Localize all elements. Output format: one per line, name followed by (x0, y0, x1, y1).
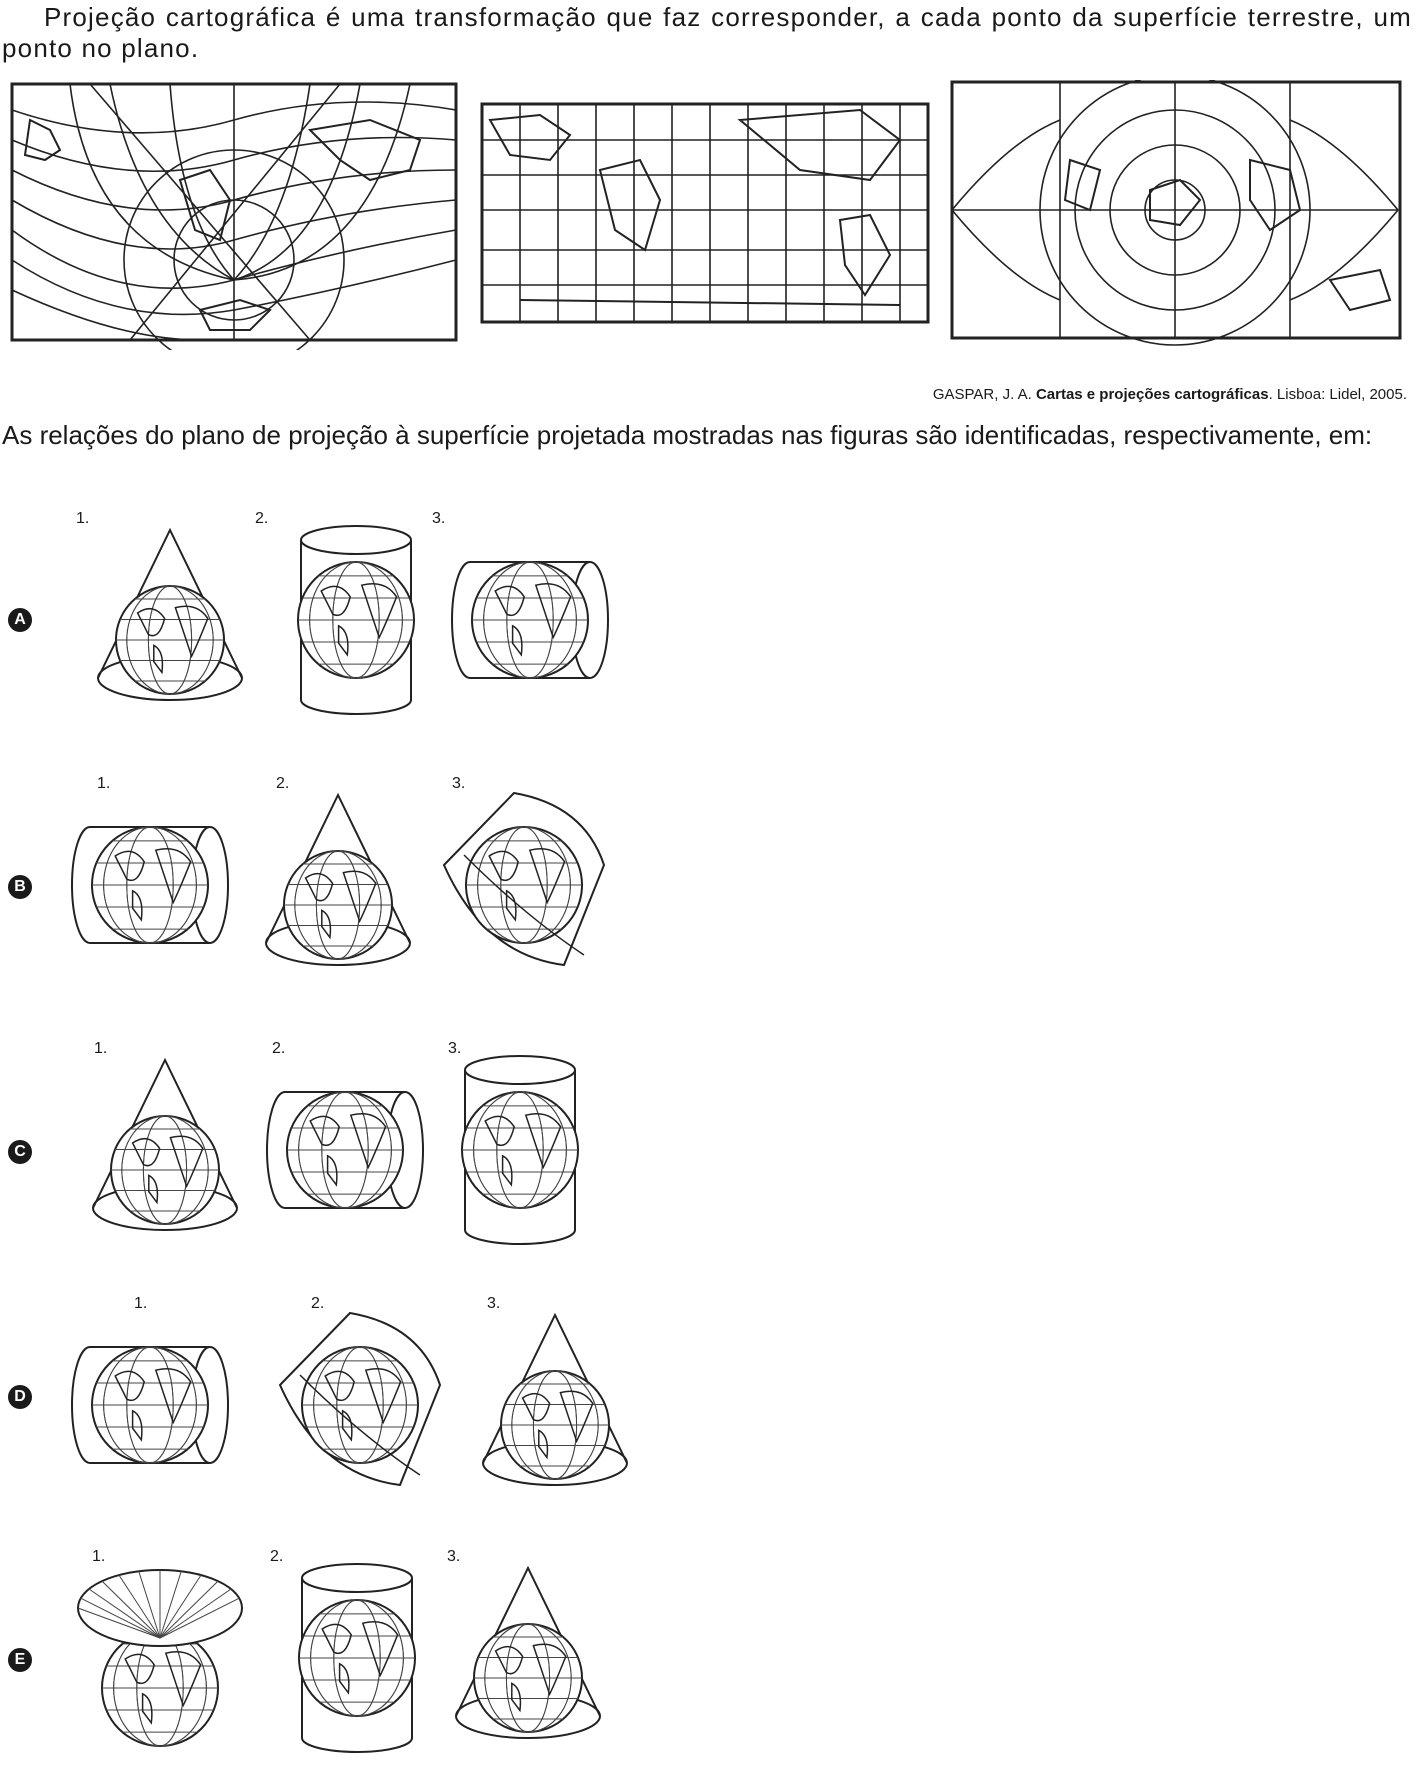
figure-label: 3. (487, 1295, 501, 1312)
cylinder-horizontal-figure (72, 827, 228, 943)
cylinder-horizontal-figure (267, 1092, 423, 1208)
cone-tilted-figure (444, 793, 604, 965)
citation (933, 386, 1407, 403)
figure-label: 3. (452, 775, 466, 792)
intro-text: Projeção cartográfica é uma transformação que faz corresponder, a cada ponto da superfície terrestre, um ponto no plano. (2, 2, 1412, 63)
figure-label: 1. (134, 1295, 148, 1312)
option-letter: A (8, 608, 32, 632)
option-c-figures (0, 1030, 700, 1260)
citation-title: Cartas e projeções cartográficas (1035, 386, 1269, 403)
cone-figure (98, 530, 242, 700)
citation-rest: . Lisboa: Lidel, 2005. (1268, 386, 1407, 403)
map-3 (952, 80, 1400, 345)
cylinder-vertical-figure (298, 526, 414, 714)
map-2 (482, 104, 928, 322)
cone-figure (266, 795, 410, 965)
cylinder-vertical-figure (462, 1056, 578, 1244)
figure-label: 2. (270, 1548, 284, 1565)
figure-label: 1. (94, 1040, 108, 1057)
option-e[interactable] (0, 1538, 700, 1768)
option-letter: D (8, 1385, 32, 1409)
option-b[interactable] (0, 765, 700, 995)
figure-label: 3. (447, 1548, 461, 1565)
map-1 (12, 84, 456, 350)
cylinder-horizontal-figure (72, 1347, 228, 1463)
figure-label: 1. (92, 1548, 106, 1565)
option-d[interactable] (0, 1285, 700, 1515)
question-text: As relações do plano de projeção à superfície projetada mostradas nas figuras são identificadas, respectivamente, em: (2, 420, 1373, 450)
cone-tilted-figure (280, 1313, 440, 1485)
option-d-figures (0, 1285, 700, 1515)
figure-label: 3. (432, 510, 446, 527)
option-letter: C (8, 1140, 32, 1164)
figure-label: 2. (311, 1295, 325, 1312)
figure-label: 2. (276, 775, 290, 792)
cone-figure (93, 1060, 237, 1230)
option-b-figures (0, 765, 700, 995)
projection-maps (10, 80, 1410, 350)
figure-label: 2. (272, 1040, 286, 1057)
option-a-figures (0, 500, 700, 730)
plane-figure (78, 1570, 242, 1746)
option-c[interactable] (0, 1030, 700, 1260)
cylinder-horizontal-figure (452, 562, 608, 678)
option-e-figures (0, 1538, 700, 1768)
cone-figure (483, 1315, 627, 1485)
option-letter: E (8, 1648, 32, 1672)
option-a[interactable] (0, 500, 700, 730)
cone-figure (456, 1568, 600, 1738)
citation-author: GASPAR, J. A. (932, 386, 1036, 403)
figure-label: 1. (76, 510, 90, 527)
option-letter: B (8, 875, 32, 899)
figure-label: 3. (448, 1040, 462, 1057)
figure-label: 2. (255, 510, 269, 527)
figure-label: 1. (97, 775, 111, 792)
cylinder-vertical-figure (299, 1564, 415, 1752)
